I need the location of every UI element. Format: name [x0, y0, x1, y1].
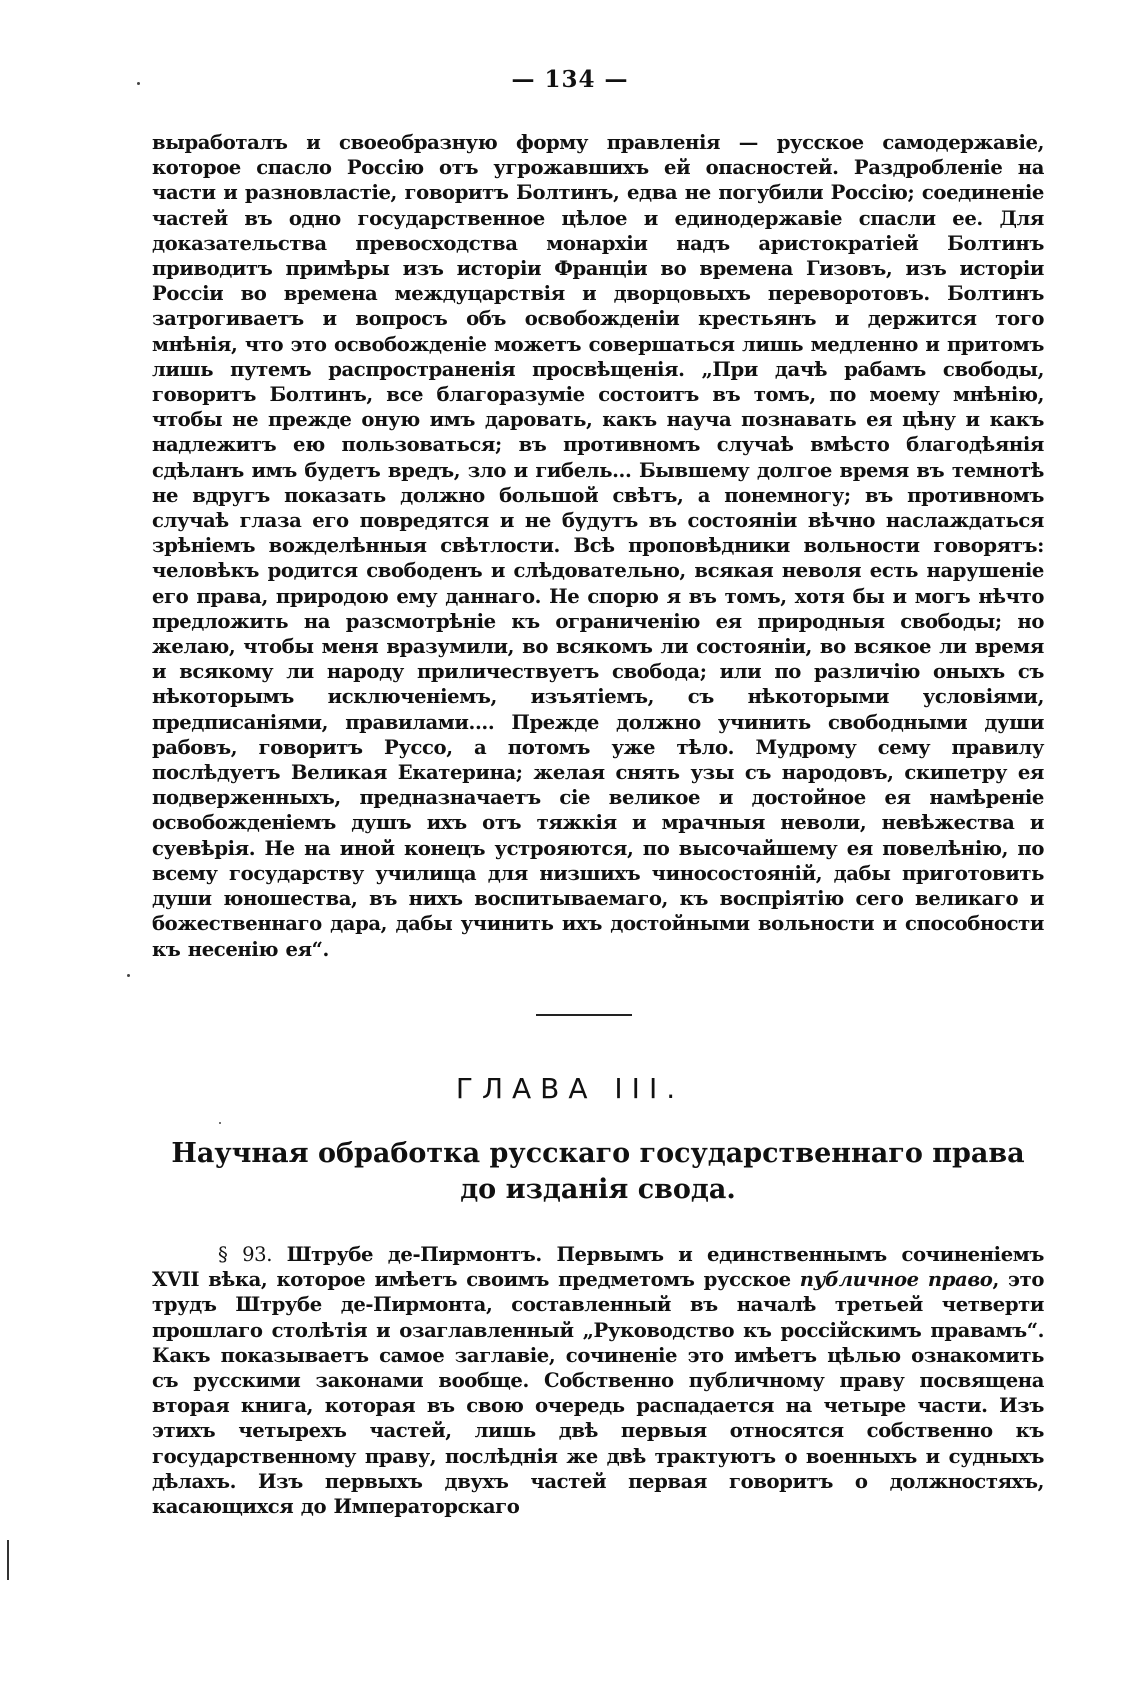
scan-speck — [219, 1122, 221, 1124]
continued-paragraph: выработалъ и своеобразную форму правленія — русское самодержавіе, которое спасло Россію отъ угрожавшихъ ей опасностей. Раздробленіе на части и разновластіе, говоритъ Болтинъ, едва не погубили Россію; соединеніе частей въ одно государственное цѣлое и единодержавіе спасли ее. Для доказательства превосходства монархіи надъ аристократіей Болтинъ приводитъ примѣры изъ исторіи Франціи во времена Гизовъ, изъ исторіи Россіи во времена междуцарствія и дворцовыхъ переворотовъ. Болтинъ затрогиваетъ и вопросъ объ освобожденіи крестьянъ и держится того мнѣнія, что это освобожденіе можетъ совершаться лишь медленно и притомъ лишь путемъ распространенія просвѣщенія. „При дачѣ рабамъ свободы, говоритъ Болтинъ, все благоразуміе состоитъ въ томъ, по моему мнѣнію, чтобы не прежде оную имъ даровать, какъ науча познавать ея цѣну и какъ надлежитъ ею пользоваться; въ противномъ случаѣ вмѣсто благодѣянія сдѣланъ имъ будетъ вредъ, зло и гибель... Бывшему долгое время въ темнотѣ не вдругъ показать должно большой свѣтъ, а понемногу; въ противномъ случаѣ глаза его повредятся и не будутъ въ состояніи вѣчно наслаждаться зрѣніемъ вожделѣнныя свѣтлости. Всѣ проповѣдники вольности говорятъ: человѣкъ родится свободенъ и слѣдовательно, всякая неволя есть нарушеніе его права, природою ему даннаго. Не спорю я въ томъ, хотя бы и могъ нѣчто предложить на разсмотрѣніе къ ограниченію ея природныя свободы; но желаю, чтобы меня вразумили, во всякомъ ли состояніи, во всякое ли время и всякому ли народу приличествуетъ свобода; или по различію оныхъ съ нѣкоторымъ исключеніемъ, изъятіемъ, съ нѣкоторыми условіями, предписаніями, правилами.... Прежде должно учинить свободными души рабовъ, говоритъ Руссо, а потомъ уже тѣло. Мудрому сему правилу послѣдуетъ Великая Екатерина; желая снять узы съ народовъ, скипетру ея подверженныхъ, предназначаетъ сіе великое и достойное ея намѣреніе освобожденіемъ душъ ихъ отъ тяжкія и мрачныя неволи, невѣжества и суевѣрія. Не на иной конецъ устрояются, по высочайшему ея повелѣнію, по всему государству училища для низшихъ чиносостояній, дабы приготовить души юношества, въ нихъ воспитываемаго, къ воспріятію сего великаго и божественнаго дара, дабы учинить ихъ достойными вольности и способности къ несенію ея“. — [152, 131, 1044, 961]
section-text-before-term: Первымъ и единственнымъ сочиненіемъ XVII вѣка, которое имѣетъ своимъ предметомъ русское — [152, 1243, 1045, 1292]
page-number: — 134 — — [511, 66, 629, 93]
chapter-title: Научная обработка русскаго государственнаго права до изданія свода. — [171, 1138, 1025, 1205]
italic-term: публичное право — [799, 1268, 993, 1292]
section-93-block — [152, 1242, 1044, 1519]
section-divider-rule — [536, 1014, 632, 1016]
scan-edge-mark — [7, 1540, 9, 1580]
section-93-paragraph — [152, 1242, 1044, 1519]
section-heading: Штрубе де-Пирмонтъ. — [286, 1243, 542, 1266]
scan-speck — [127, 974, 130, 977]
section-text-after-term: , это трудъ Штрубе де-Пирмонта, составленный въ началѣ третьей четверти прошлаго столѣтія и озаглавленный „Руководство къ россійскимъ правамъ“. Какъ показываетъ самое заглавіе, сочиненіе это имѣетъ цѣлью ознакомить съ русскими законами вообще. Собственно публичному праву посвящена вторая книга, которая въ свою очередь распадается на четыре части. Изъ этихъ четырехъ частей, лишь двѣ первыя относятся собственно къ государственному праву, послѣднія же двѣ трактуютъ о военныхъ и судныхъ дѣлахъ. Изъ первыхъ двухъ частей первая говоритъ о должностяхъ, касающихся до Императорскаго — [152, 1268, 1044, 1519]
section-sign: § — [218, 1243, 228, 1266]
chapter-label: ГЛАВА III. — [455, 1072, 685, 1105]
continued-text-block — [152, 130, 1044, 962]
section-number: 93. — [242, 1243, 273, 1266]
scan-speck — [137, 82, 140, 85]
